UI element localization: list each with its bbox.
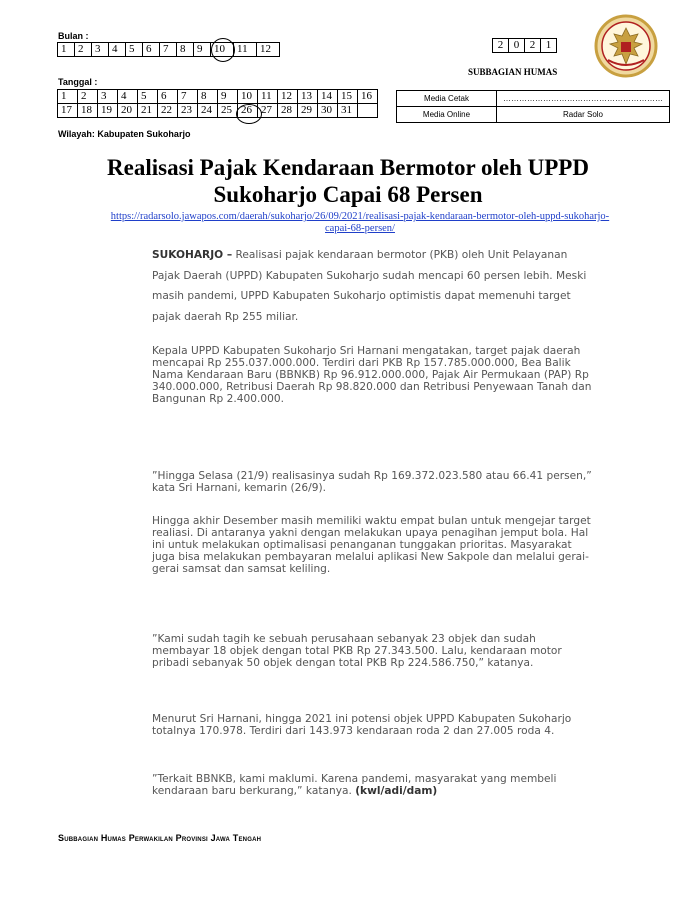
tanggal-grid xyxy=(57,89,378,118)
grid-cell: 6 xyxy=(158,90,178,104)
paragraph-7 xyxy=(152,773,592,797)
grid-cell: 8 xyxy=(177,43,194,57)
grid-cell: 12 xyxy=(257,43,280,57)
article-title-line2: Sukoharjo Capai 68 Persen xyxy=(213,182,483,207)
grid-cell: 18 xyxy=(78,104,98,118)
grid-cell: 24 xyxy=(198,104,218,118)
paragraph-1-text: Realisasi pajak kendaraan bermotor (PKB) oleh Unit Pelayanan Pajak Daerah (UPPD) Kabupaten Sukoharjo sudah mencapi 60 persen lebih. Meski masih pandemi, UPPD Kabupaten Sukoharjo optimistis dapat memenuhi target pajak daerah Rp 255 miliar. xyxy=(152,249,587,323)
grid-cell: 23 xyxy=(178,104,198,118)
grid-cell: 4 xyxy=(118,90,138,104)
media-row xyxy=(397,107,670,123)
media-row xyxy=(397,91,670,107)
article-url-line1[interactable]: https://radarsolo.jawapos.com/daerah/sukoharjo/26/09/2021/realisasi-pajak-kendaraan-bermotor-oleh-uppd-sukoharjo- xyxy=(110,211,610,222)
author-credit: (kwl/adi/dam) xyxy=(355,785,438,797)
grid-cell: 22 xyxy=(158,104,178,118)
tanggal-label: Tanggal : xyxy=(58,77,98,87)
grid-cell: 2 xyxy=(78,90,98,104)
article-title-line1: Realisasi Pajak Kendaraan Bermotor oleh UPPD xyxy=(107,155,589,180)
grid-cell: 6 xyxy=(143,43,160,57)
paragraph-3: ”Hingga Selasa (21/9) realisasinya sudah Rp 169.372.023.580 atau 66.41 persen,” kata Sri Harnani, kemarin (26/9). xyxy=(152,470,592,494)
grid-cell: 1 xyxy=(58,90,78,104)
grid-cell: 2 xyxy=(525,39,541,53)
grid-cell: 13 xyxy=(298,90,318,104)
paragraph-6: Menurut Sri Harnani, hingga 2021 ini potensi objek UPPD Kabupaten Sukoharjo totalnya 170.978. Terdiri dari 143.973 kendaraan roda 2 dan 27.005 roda 4. xyxy=(152,713,572,737)
dateline: SUKOHARJO – xyxy=(152,249,233,261)
grid-cell: 3 xyxy=(98,90,118,104)
grid-cell: 31 xyxy=(338,104,358,118)
article-body xyxy=(152,245,592,327)
paragraph-5: ”Kami sudah tagih ke sebuah perusahaan sebanyak 23 objek dan sudah membayar 18 objek dengan total PKB Rp 27.343.500. Lalu, kendaraan motor pribadi sebanyak 50 objek dengan total PKB Rp 224.586.750,” katanya. xyxy=(152,633,562,669)
grid-cell: 29 xyxy=(298,104,318,118)
grid-cell: 10 xyxy=(211,43,234,57)
grid-cell: 11 xyxy=(234,43,257,57)
grid-cell: 5 xyxy=(138,90,158,104)
garuda-emblem-icon xyxy=(594,14,658,78)
grid-cell: 21 xyxy=(138,104,158,118)
grid-cell: 15 xyxy=(338,90,358,104)
grid-cell: 26 xyxy=(238,104,258,118)
paragraph-2: Kepala UPPD Kabupaten Sukoharjo Sri Harnani mengatakan, target pajak daerah mencapai Rp 255.037.000.000. Terdiri dari PKB Rp 157.785.000.000, Bea Balik Nama Kendaraan Baru (BBNKB) Rp 96.912.000.000, Pajak Air Permukaan (PAP) Rp 340.000.000, Retribusi Daerah Rp 98.820.000 dan Retribusi Penyewaan Tanah dan Bangunan Rp 2.400.000. xyxy=(152,345,592,405)
grid-cell: 14 xyxy=(318,90,338,104)
grid-cell: 8 xyxy=(198,90,218,104)
media-value: Radar Solo xyxy=(497,107,670,123)
grid-cell: 7 xyxy=(160,43,177,57)
wilayah-label: Wilayah: Kabupaten Sukoharjo xyxy=(58,129,191,139)
grid-cell: 16 xyxy=(358,90,378,104)
media-value: …………………………………………………… xyxy=(497,91,670,107)
bulan-label: Bulan : xyxy=(58,31,89,41)
paragraph-1 xyxy=(152,245,592,327)
grid-cell: 1 xyxy=(541,39,557,53)
grid-cell: 2 xyxy=(75,43,92,57)
grid-cell: 20 xyxy=(118,104,138,118)
bulan-grid xyxy=(57,42,280,57)
year-grid xyxy=(492,38,557,53)
grid-cell: 0 xyxy=(509,39,525,53)
media-label: Media Online xyxy=(397,107,497,123)
article-url-line2[interactable]: capai-68-persen/ xyxy=(325,223,395,234)
grid-cell: 7 xyxy=(178,90,198,104)
grid-cell: 2 xyxy=(493,39,509,53)
grid-cell: 30 xyxy=(318,104,338,118)
grid-cell: 17 xyxy=(58,104,78,118)
grid-cell: 1 xyxy=(58,43,75,57)
grid-cell: 9 xyxy=(218,90,238,104)
department-label: SUBBAGIAN HUMAS xyxy=(468,67,558,77)
grid-cell: 12 xyxy=(278,90,298,104)
grid-cell: 27 xyxy=(258,104,278,118)
grid-cell xyxy=(358,104,378,118)
grid-cell: 25 xyxy=(218,104,238,118)
media-label: Media Cetak xyxy=(397,91,497,107)
grid-cell: 28 xyxy=(278,104,298,118)
grid-cell: 4 xyxy=(109,43,126,57)
grid-cell: 11 xyxy=(258,90,278,104)
grid-cell: 5 xyxy=(126,43,143,57)
media-table xyxy=(396,90,670,123)
grid-cell: 9 xyxy=(194,43,211,57)
selected-month-circle xyxy=(211,38,235,62)
paragraph-4: Hingga akhir Desember masih memiliki waktu empat bulan untuk mengejar target realiasi. Di antaranya yakni dengan melakukan upaya penagihan jemput bola. Hal ini untuk melakukan optimalisasi penanganan tunggakan prioritas. Masyarakat juga bisa melakukan pembayaran melalui aplikasi New Sakpole dan melalui gerai-gerai samsat dan samsat keliling. xyxy=(152,515,591,575)
selected-date-circle xyxy=(236,104,262,124)
footer-text: Subbagian Humas Perwakilan Provinsi Jawa Tengah xyxy=(58,833,262,843)
grid-cell: 19 xyxy=(98,104,118,118)
grid-cell: 3 xyxy=(92,43,109,57)
grid-cell: 10 xyxy=(238,90,258,104)
paragraph-7-text: ”Terkait BBNKB, kami maklumi. Karena pandemi, masyarakat yang membeli kendaraan baru berkurang,” katanya. xyxy=(152,773,557,797)
